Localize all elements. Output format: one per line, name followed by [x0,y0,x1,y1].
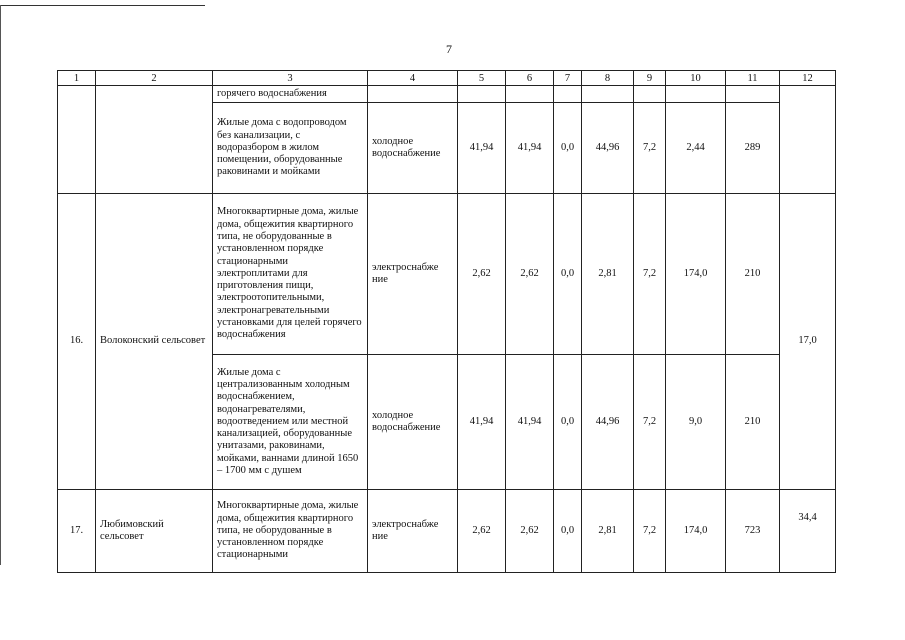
tariff-table [57,70,836,573]
cell-number [58,86,96,194]
cell-description: Многоквартирные дома, жилые дома, общежития квартирного типа, не оборудованные в установленном порядке стационарными [213,490,368,573]
col-header-4: 4 [368,71,458,86]
cell-c8: 44,96 [582,355,634,490]
cell-empty [554,86,582,103]
cell-c8: 44,96 [582,103,634,194]
cell-settlement [96,86,213,194]
scan-edge-left [0,5,1,565]
cell-c6: 2,62 [506,194,554,355]
cell-description: Жилые дома с централизованным холодным водоснабжением, водонагревателями, водоотведением или местной канализацией, оборудованные унитазами, раковинами, мойками, ваннами длиной 1650 – 1700 мм с душем [213,355,368,490]
cell-empty [368,86,458,103]
table-row [58,490,836,573]
cell-service: холодное водоснабжение [368,355,458,490]
cell-col12: 34,4 [780,490,836,573]
cell-settlement: Любимовский сельсовет [96,490,213,573]
cell-col12: 17,0 [780,194,836,490]
col-header-12: 12 [780,71,836,86]
cell-description: Жилые дома с водопроводом без канализации, с водоразбором в жилом помещении, оборудованные раковинами и мойками [213,103,368,194]
cell-col12 [780,86,836,194]
cell-description: горячего водоснабжения [213,86,368,103]
cell-c10: 2,44 [666,103,726,194]
table-row [58,86,836,103]
cell-c11: 289 [726,103,780,194]
cell-c7: 0,0 [554,194,582,355]
cell-c8: 2,81 [582,194,634,355]
col-header-8: 8 [582,71,634,86]
cell-c10: 174,0 [666,490,726,573]
page-number: 7 [446,42,452,56]
col-header-5: 5 [458,71,506,86]
cell-description: Многоквартирные дома, жилые дома, общежития квартирного типа, не оборудованные в установленном порядке стационарными электроплитами для приготовления пищи, электроотопительными, электронагревательными установками для целей горячего водоснабжения [213,194,368,355]
cell-empty [582,86,634,103]
cell-c11: 723 [726,490,780,573]
cell-c6: 41,94 [506,355,554,490]
cell-c10: 9,0 [666,355,726,490]
cell-service: электроснабже ние [368,194,458,355]
cell-c7: 0,0 [554,103,582,194]
cell-empty [666,86,726,103]
cell-c9: 7,2 [634,490,666,573]
cell-c6: 2,62 [506,490,554,573]
col-header-3: 3 [213,71,368,86]
cell-number: 16. [58,194,96,490]
cell-c9: 7,2 [634,103,666,194]
cell-c5: 2,62 [458,194,506,355]
column-number-row [58,71,836,86]
cell-c6: 41,94 [506,103,554,194]
col-header-11: 11 [726,71,780,86]
cell-c5: 2,62 [458,490,506,573]
cell-empty [726,86,780,103]
cell-c10: 174,0 [666,194,726,355]
cell-empty [458,86,506,103]
cell-service: электроснабже ние [368,490,458,573]
col-header-2: 2 [96,71,213,86]
col-header-6: 6 [506,71,554,86]
cell-settlement: Волоконский сельсовет [96,194,213,490]
cell-c5: 41,94 [458,103,506,194]
cell-c11: 210 [726,355,780,490]
cell-c8: 2,81 [582,490,634,573]
cell-empty [634,86,666,103]
col-header-9: 9 [634,71,666,86]
cell-number: 17. [58,490,96,573]
cell-c9: 7,2 [634,355,666,490]
cell-c5: 41,94 [458,355,506,490]
cell-c11: 210 [726,194,780,355]
cell-empty [506,86,554,103]
cell-c9: 7,2 [634,194,666,355]
cell-c7: 0,0 [554,355,582,490]
scan-edge-top [0,5,205,6]
col-header-7: 7 [554,71,582,86]
col-header-10: 10 [666,71,726,86]
cell-service: холодное водоснабжение [368,103,458,194]
col-header-1: 1 [58,71,96,86]
cell-c7: 0,0 [554,490,582,573]
table-row [58,194,836,355]
